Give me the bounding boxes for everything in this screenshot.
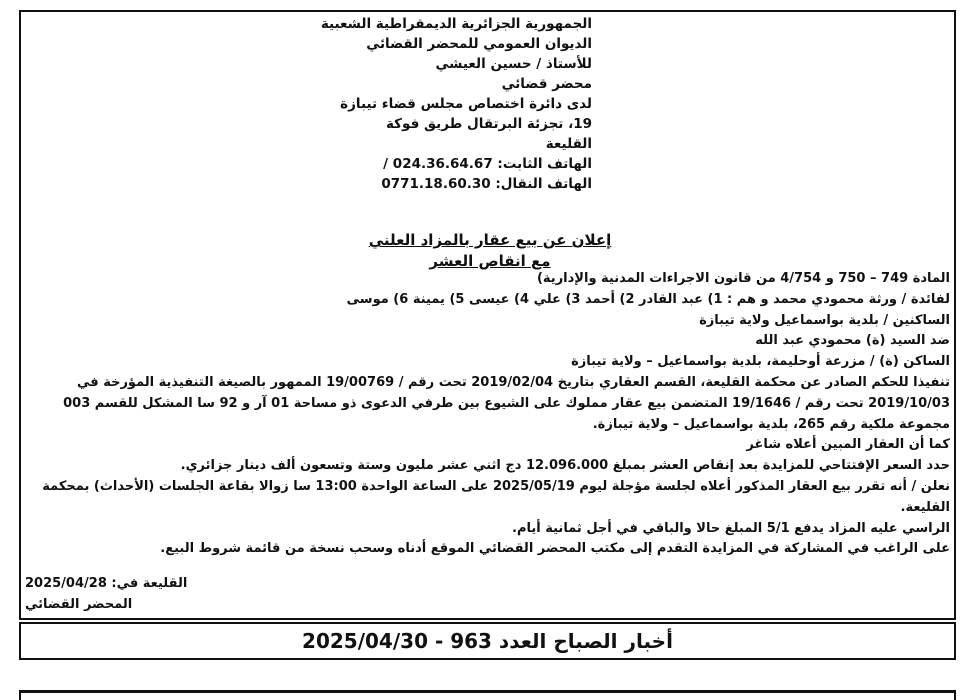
body-line: حدد السعر الإفتتاحي للمزايدة بعد إنقاص العشر بمبلغ 12.096.000 دج اثني عشر مليون وستة وتسعون ألف دينار جزائري. [180,458,950,474]
body-line: تنفيذا للحكم الصادر عن محكمة القليعة، القسم العقاري بتاريخ 2019/02/04 تحت رقم / 19/00769 الممهور بالصيغة التنفيذية المؤرخة في [77,374,950,390]
header-republic: الجمهورية الجزائرية الديمقراطية الشعبية [320,16,592,32]
header-bailiff-name: للأستاذ / حسين العيشي [435,56,592,72]
newspaper-footer [19,622,956,660]
header-city: القليعة [545,136,592,152]
body-line: القليعة. [900,499,950,515]
header-jurisdiction: لدى دائرة اختصاص مجلس قضاء تيبازة [340,96,592,112]
footer-issue: أخبار الصباح العدد 963 - 2025/04/30 [302,629,673,653]
body-line: كما أن العقار المبين أعلاه شاغر [746,437,950,453]
header-profession: محضر قضائي [501,76,592,92]
body-line: على الراغب في المشاركة في المزايدة التقدم إلى مكتب المحضر القضائي الموقع أدناه وسحب نسخة من قائمة شروط البيع. [160,541,950,557]
signature-date: القليعة في: 2025/04/28 [25,576,188,591]
body-line: الساكن (ة) / مزرعة أوحليمة، بلدية بواسماعيل – ولاية تيبازة [571,354,950,370]
announcement-body [25,269,950,560]
body-line: نعلن / أنه تقرر بيع العقار المذكور أعلاه لجلسة مؤجلة ليوم 2025/05/19 على الساعة الواحدة 13:00 سا زوالا بقاعة الجلسات (الأحداث) بمحكمة [42,478,950,494]
header-landline: الهاتف الثابت: 024.36.64.67 / [383,156,592,172]
bailiff-header [272,14,592,194]
signature-block [25,573,205,615]
body-line: المادة 749 – 750 و 4/754 من قانون الاجراءات المدنية والإدارية) [536,271,950,286]
header-mobile: الهاتف النقال: 0771.18.60.30 [381,176,592,192]
body-line: مجموعة ملكية رقم 265، بلدية بواسماعيل – ولاية تيبازة. [592,416,950,432]
body-line: 2019/10/03 تحت رقم / 19/1646 المتضمن بيع عقار مملوك على الشيوع بين طرفي الدعوى ذو مساحة 01 آر و 92 سا المشكل للقسم 003 [63,395,950,411]
body-line: ضد السيد (ة) محمودي عبد الله [755,333,950,349]
signature-title: المحضر القضائي [25,597,133,612]
title-line-1: إعلان عن بيع عقار بالمزاد العلني [368,231,612,249]
announcement-title [0,230,980,272]
header-address: 19، تجزئة البرتقال طريق فوكة [385,116,592,132]
body-line: الراسي عليه المزاد يدفع 5/1 المبلغ حالا والباقي في أجل ثمانية أيام. [512,520,950,536]
body-line: الساكنين / بلدية بواسماعيل ولاية تيبازة [699,312,950,328]
body-line: لفائدة / ورثة محمودي محمد و هم : 1) عبد القادر 2) أحمد 3) علي 4) عيسى 5) يمينة 6) موسى [346,291,950,307]
header-office: الديوان العمومي للمحضر القضائي [366,36,592,52]
title-line-2: مع انقاص العشر [429,252,551,270]
